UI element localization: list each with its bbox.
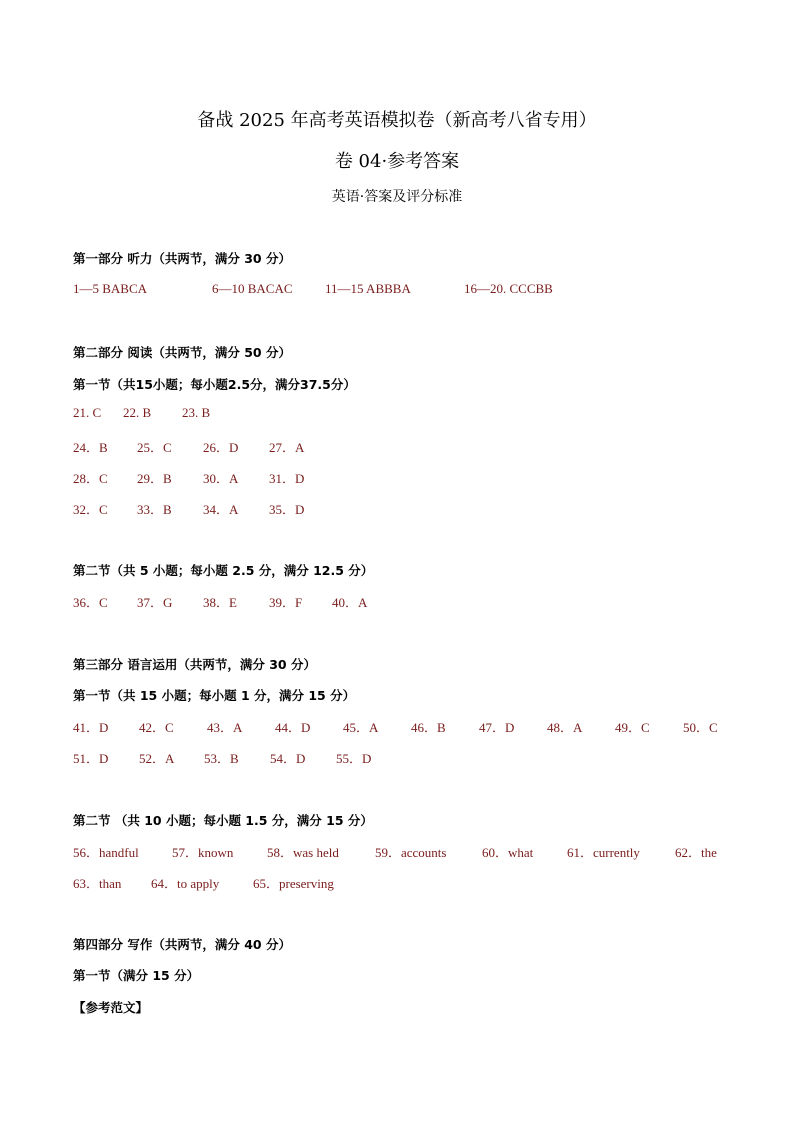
answer-item: 51．D [73, 751, 109, 766]
answer-item: 47．D [479, 720, 515, 735]
answer-item: 53．B [204, 751, 239, 766]
part1-heading: 第一部分 听力（共两节，满分 30 分） [73, 251, 291, 266]
answer-item: 30．A [203, 471, 239, 486]
answer-item: 54．D [270, 751, 306, 766]
answer-item: 46．B [411, 720, 446, 735]
answer-item: 41．D [73, 720, 109, 735]
answer-item: 25．C [137, 440, 172, 455]
part3-heading: 第三部分 语言运用（共两节，满分 30 分） [73, 657, 316, 672]
answer-item: 24．B [73, 440, 108, 455]
answer-item: 28．C [73, 471, 108, 486]
answer-item: 39．F [269, 595, 303, 610]
answer-item: 22. B [123, 405, 152, 420]
answer-item: 33．B [137, 502, 172, 517]
document-caption: 英语·答案及评分标准 [331, 189, 463, 205]
document-subtitle: 卷 04·参考答案 [334, 151, 460, 172]
part4-section1-heading: 第一节（满分 15 分） [73, 968, 200, 983]
part3-section2-heading: 第二节 （共 10 小题；每小题 1.5 分，满分 15 分） [73, 813, 373, 828]
answer-group: 11—15 ABBBA [325, 281, 411, 296]
answer-item: 38．E [203, 595, 237, 610]
answer-item: 43．A [207, 720, 243, 735]
answer-item: 55．D [336, 751, 372, 766]
part3-section1-heading: 第一节（共 15 小题；每小题 1 分，满分 15 分） [73, 688, 356, 703]
answer-item: 40．A [332, 595, 368, 610]
answer-item: 52．A [139, 751, 175, 766]
answer-item: 58．was held [267, 845, 339, 860]
answer-item: 21. C [73, 405, 102, 420]
answer-group: 16—20. CCCBB [464, 281, 553, 296]
part2-section1-heading: 第一节（共15小题；每小题2.5分，满分37.5分） [73, 377, 356, 392]
answer-item: 60．what [482, 845, 534, 860]
answer-item: 34．A [203, 502, 239, 517]
answer-item: 27．A [269, 440, 305, 455]
answer-group: 1—5 BABCA [73, 281, 148, 296]
answer-item: 45．A [343, 720, 379, 735]
part4-heading: 第四部分 写作（共两节，满分 40 分） [73, 937, 291, 952]
part2-heading: 第二部分 阅读（共两节，满分 50 分） [73, 345, 291, 360]
answer-item: 64．to apply [151, 876, 220, 891]
answer-group: 6—10 BACAC [212, 281, 293, 296]
answer-item: 48．A [547, 720, 583, 735]
answer-item: 26．D [203, 440, 239, 455]
answer-item: 61．currently [567, 845, 640, 860]
answer-item: 44．D [275, 720, 311, 735]
part2-section2-heading: 第二节（共 5 小题；每小题 2.5 分，满分 12.5 分） [73, 563, 374, 578]
answer-item: 65．preserving [253, 876, 334, 891]
answer-item: 49．C [615, 720, 650, 735]
answer-item: 62．the [675, 845, 717, 860]
answer-item: 56．handful [73, 845, 139, 860]
answer-item: 57．known [172, 845, 234, 860]
answer-item: 23. B [182, 405, 211, 420]
answer-item: 63．than [73, 876, 122, 891]
answer-item: 35．D [269, 502, 305, 517]
document-title: 备战 2025 年高考英语模拟卷（新高考八省专用） [197, 110, 597, 131]
answer-item: 42．C [139, 720, 174, 735]
answer-item: 29．B [137, 471, 172, 486]
answer-item: 50．C [683, 720, 718, 735]
answer-item: 32．C [73, 502, 108, 517]
answer-item: 59．accounts [375, 845, 447, 860]
answer-item: 36．C [73, 595, 108, 610]
answer-item: 31．D [269, 471, 305, 486]
sample-essay-label: 【参考范文】 [73, 1000, 149, 1015]
answer-item: 37．G [137, 595, 173, 610]
